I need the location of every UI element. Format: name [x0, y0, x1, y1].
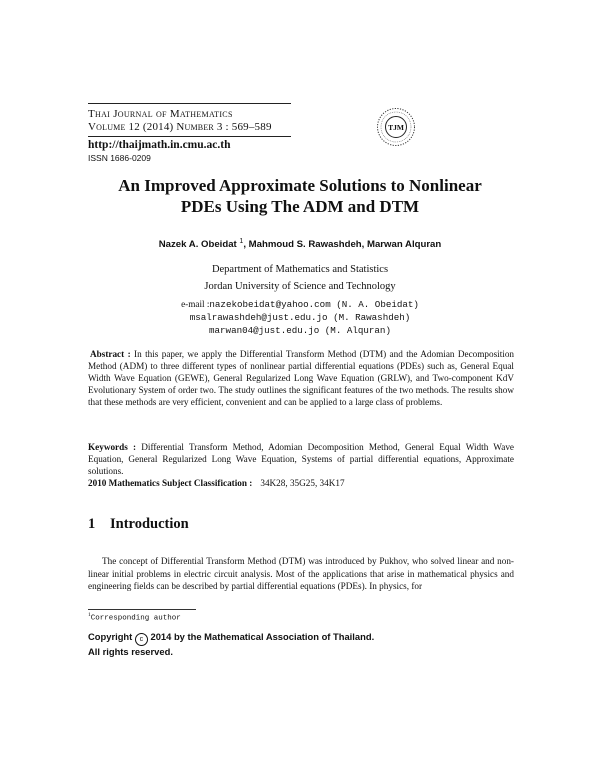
keywords-label: Keywords : [88, 442, 137, 452]
journal-volume: Volume 12 (2014) Number 3 : 569–589 [88, 121, 272, 133]
msc-label: 2010 Mathematics Subject Classification : [88, 478, 253, 488]
author-rest: , Mahmoud S. Rawashdeh, Marwan Alquran [243, 239, 442, 251]
copyright-line-1 [88, 631, 508, 646]
authors [40, 238, 560, 250]
paper-title [40, 175, 560, 217]
msc-codes: 34K28, 35G25, 34K17 [260, 478, 345, 488]
title-line-1: An Improved Approximate Solutions to Nonlinear [118, 176, 482, 195]
email-obeidat[interactable]: nazekobeidat@yahoo.com (N. A. Obeidat) [209, 299, 419, 310]
journal-logo-icon [376, 107, 416, 147]
header-rule-bottom [88, 136, 291, 137]
section-number: 1 [88, 516, 96, 532]
footnote-mark: 1 [88, 612, 91, 618]
copyright-icon: c [135, 633, 148, 646]
footnote [88, 612, 181, 623]
keywords [88, 442, 514, 478]
author-footnote-mark: 1 [239, 238, 244, 245]
section-title: Introduction [110, 516, 189, 532]
email-alquran[interactable]: marwan04@just.edu.jo (M. Alquran) [209, 325, 391, 336]
author-first: Nazek A. Obeidat [158, 239, 237, 251]
footnote-text: Corresponding author [90, 614, 181, 623]
intro-paragraph: The concept of Differential Transform Method (DTM) was introduced by Pukhov, who solved linear and non-linear initial problems in electric circuit analysis. Most of the applications that arise in mathematical physics and engineering fields can be described by partial differential equations (PDEs). In physics, for [88, 556, 514, 592]
abstract [88, 349, 514, 409]
email-prefix: e-mail : [181, 299, 210, 309]
keywords-text: Differential Transform Method, Adomian Decomposition Method, General Equal Width Wave Equation, General Regularized Long Wave Equation, Systems of partial differential equations, Approximate solutions. [88, 442, 514, 476]
affiliation-department: Department of Mathematics and Statistics [211, 264, 389, 275]
journal-name: Thai Journal of Mathematics [88, 108, 233, 120]
copyright-line-2: All rights reserved. [88, 646, 173, 657]
journal-issn: ISSN 1686-0209 [88, 153, 151, 163]
title-line-2: PDEs Using The ADM and DTM [180, 197, 420, 216]
copyright-text: 2014 by the Mathematical Association of Thailand. [150, 631, 375, 642]
copyright-prefix: Copyright [88, 631, 133, 642]
msc-classification [88, 478, 514, 488]
email-rawashdeh[interactable]: msalrawashdeh@just.edu.jo (M. Rawashdeh) [189, 312, 411, 323]
abstract-text: In this paper, we apply the Differential Transform Method (DTM) and the Adomian Decomposition Method (ADM) to three different types of nonlinear partial differential equations (PDEs) such as, General Equal Width Wave Equation (GEWE), General Regularized Long Wave Equation (GRLW), and Two-component KdV Evolutionary System of order two. The study outlines the significant features of the two methods. The results show that these methods are very efficient, convenient and can be applied to a large class of problems. [88, 349, 515, 407]
email-line-1 [40, 299, 560, 310]
copyright-notice [88, 631, 508, 659]
abstract-label: Abstract : [90, 349, 131, 359]
journal-url-link[interactable]: http://thaijmath.in.cmu.ac.th [88, 139, 231, 151]
affiliation-university: Jordan University of Science and Technology [204, 281, 396, 292]
footnote-rule [88, 609, 196, 610]
header-rule-top [88, 103, 291, 104]
logo-text: TJM [388, 123, 404, 132]
